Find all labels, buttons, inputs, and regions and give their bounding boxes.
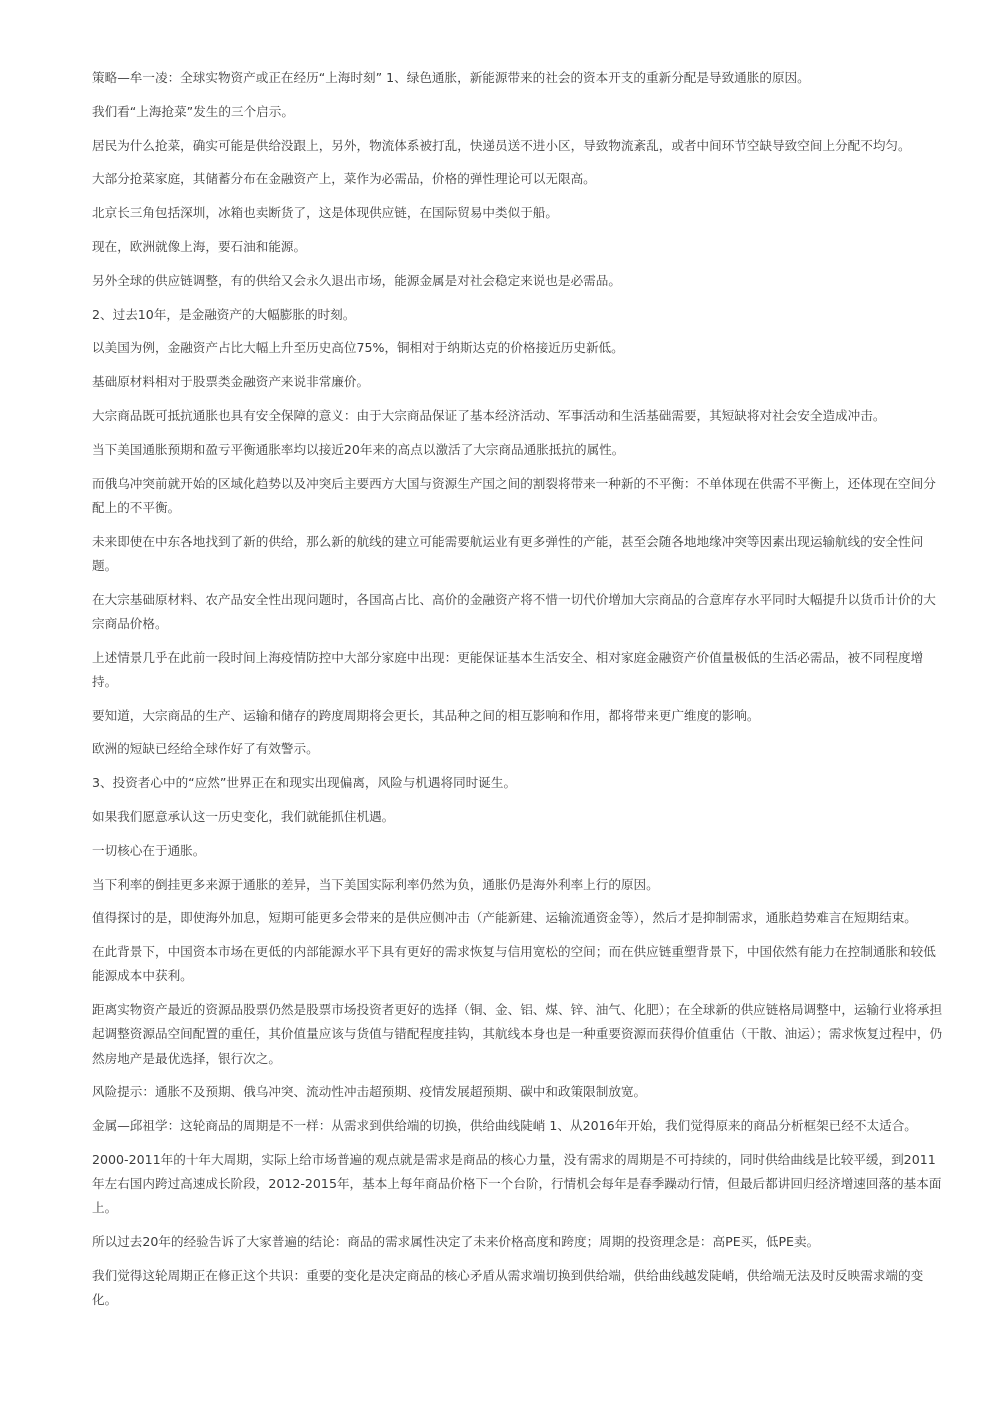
paragraph: 我们看“上海抢菜”发生的三个启示。 <box>92 103 294 119</box>
paragraph: 现在，欧洲就像上海，要石油和能源。 <box>92 238 307 254</box>
paragraph: 另外全球的供应链调整，有的供给又会永久退出市场，能源金属是对社会稳定来说也是必需品。 <box>92 272 621 288</box>
paragraph: 所以过去20年的经验告诉了大家普遍的结论：商品的需求属性决定了未来价格高度和跨度；周期的投资理念是：高PE买，低PE卖。 <box>92 1234 820 1250</box>
paragraph: 上述情景几乎在此前一段时间上海疫情防控中大部分家庭中出现：更能保证基本生活安全、相对家庭金融资产价值量极低的生活必需品，被不同程度增持。 <box>92 649 924 689</box>
paragraph: 值得探讨的是，即使海外加息，短期可能更多会带来的是供应侧冲击（产能新建、运输流通资金等），然后才是抑制需求，通胀趋势难言在短期结束。 <box>92 910 917 926</box>
paragraph: 基础原材料相对于股票类金融资产来说非常廉价。 <box>92 374 370 390</box>
paragraph: 我们觉得这轮周期正在修正这个共识：重要的变化是决定商品的核心矛盾从需求端切换到供给端，供给曲线越发陡峭，供给端无法及时反映需求端的变化。 <box>92 1267 924 1308</box>
paragraph: 当下利率的倒挂更多来源于通胀的差异，当下美国实际利率仍然为负，通胀仍是海外利率上行的原因。 <box>92 876 659 892</box>
paragraph: 在大宗基础原材料、农产品安全性出现问题时，各国高占比、高价的金融资产将不惜一切代价增加大宗商品的合意库存水平同时大幅提升以货币计价的大宗商品价格。 <box>92 591 936 631</box>
paragraph: 在此背景下，中国资本市场在更低的内部能源水平下具有更好的需求恢复与信用宽松的空间；而在供应链重塑背景下，中国依然有能力在控制通胀和较低能源成本中获利。 <box>92 944 936 984</box>
paragraph: 3、投资者心中的“应然”世界正在和现实出现偏离，风险与机遇将同时诞生。 <box>92 775 517 791</box>
paragraph: 一切核心在于通胀。 <box>92 842 206 858</box>
paragraph: 而俄乌冲突前就开始的区域化趋势以及冲突后主要西方大国与资源生产国之间的割裂将带来一种新的不平衡：不单体现在供需不平衡上，还体现在空间分配上的不平衡。 <box>92 475 936 515</box>
paragraph: 要知道，大宗商品的生产、运输和储存的跨度周期将会更长，其品种之间的相互影响和作用，都将带来更广维度的影响。 <box>92 707 760 723</box>
paragraph: 当下美国通胀预期和盈亏平衡通胀率均以接近20年来的高点以激活了大宗商品通胀抵抗的属性。 <box>92 441 625 457</box>
paragraph: 距离实物资产最近的资源品股票仍然是股票市场投资者更好的选择（铜、金、铝、煤、锌、油气、化肥）；在全球新的供应链格局调整中，运输行业将承担起调整资源品空间配置的重任，其价值量应该与货值与错配程度挂钩，其航线本身也是一种重要资源而获得价值重估（干散、油运）；需求恢复过程中，仍然房地产是最优选择，银行次之。 <box>92 1002 943 1066</box>
article-body <box>92 66 944 1322</box>
paragraph: 大部分抢菜家庭，其储蓄分布在金融资产上，菜作为必需品，价格的弹性理论可以无限高。 <box>92 171 596 187</box>
paragraph: 策略—牟一凌：全球实物资产或正在经历“上海时刻” 1、绿色通胀，新能源带来的社会的资本开支的重新分配是导致通胀的原因。 <box>92 70 810 85</box>
paragraph: 大宗商品既可抵抗通胀也具有安全保障的意义：由于大宗商品保证了基本经济活动、军事活动和生活基础需要，其短缺将对社会安全造成冲击。 <box>92 407 886 423</box>
paragraph: 风险提示：通胀不及预期、俄乌冲突、流动性冲击超预期、疫情发展超预期、碳中和政策限制放宽。 <box>92 1084 647 1100</box>
paragraph: 2000-2011年的十年大周期，实际上给市场普遍的观点就是需求是商品的核心力量，没有需求的周期是不可持续的，同时供给曲线是比较平缓，到2011年左右国内跨过高速成长阶段，2012-2015年，基本上每年商品价格下一个台阶，行情机会每年是春季躁动行情，但最后都讲回归经济增速回落的基本面上。 <box>92 1151 942 1216</box>
paragraph: 2、过去10年，是金融资产的大幅膨胀的时刻。 <box>92 306 356 322</box>
paragraph: 欧洲的短缺已经给全球作好了有效警示。 <box>92 741 319 757</box>
paragraph: 未来即使在中东各地找到了新的供给，那么新的航线的建立可能需要航运业有更多弹性的产能，甚至会随各地地缘冲突等因素出现运输航线的安全性问题。 <box>92 533 924 573</box>
paragraph: 北京长三角包括深圳，冰箱也卖断货了，这是体现供应链，在国际贸易中类似于船。 <box>92 205 558 221</box>
paragraph: 金属—邱祖学：这轮商品的周期是不一样：从需求到供给端的切换，供给曲线陡峭 1、从2016年开始，我们觉得原来的商品分析框架已经不太适合。 <box>92 1118 917 1134</box>
paragraph: 居民为什么抢菜，确实可能是供给没跟上，另外，物流体系被打乱，快递员送不进小区，导致物流紊乱，或者中间环节空缺导致空间上分配不均匀。 <box>92 137 911 153</box>
paragraph: 如果我们愿意承认这一历史变化，我们就能抓住机遇。 <box>92 808 395 824</box>
paragraph: 以美国为例，金融资产占比大幅上升至历史高位75%，铜相对于纳斯达克的价格接近历史新低。 <box>92 340 624 356</box>
